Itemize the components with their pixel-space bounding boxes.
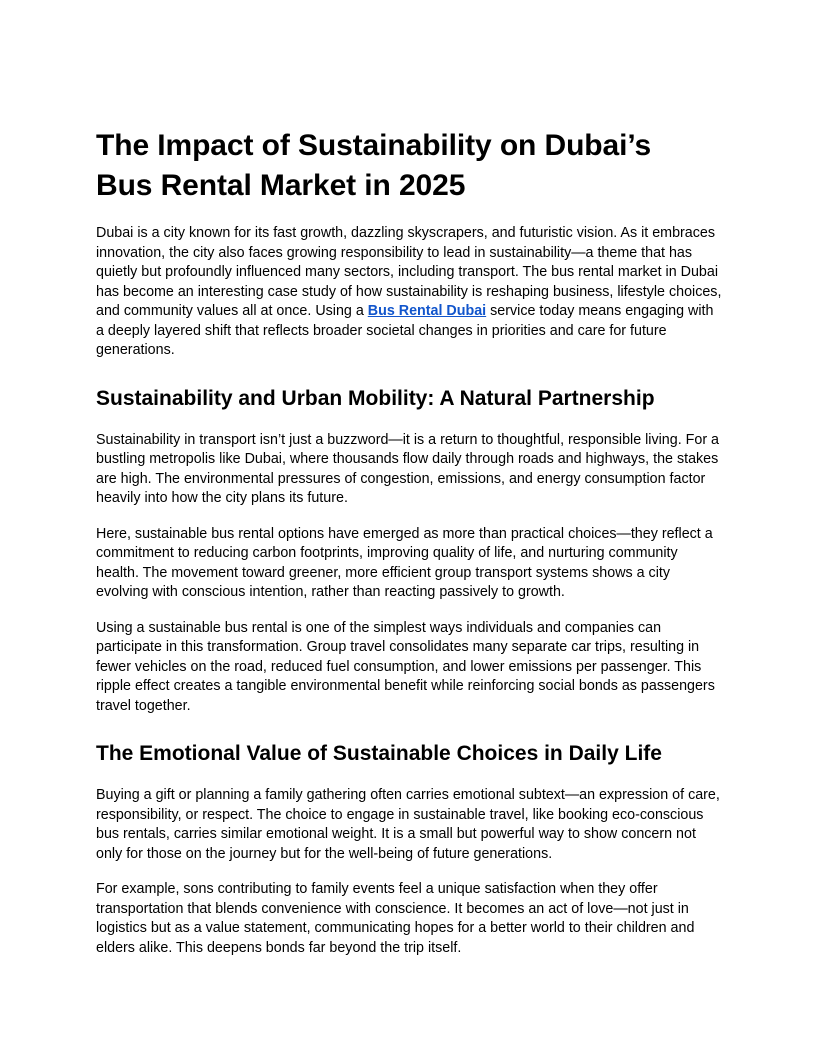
section1-paragraph-3: Using a sustainable bus rental is one of the simplest ways individuals and companies can participate in this transformation. Group travel consolidates many separate car trips, resulting in fewer vehicles on the road, reduced fuel consumption, and lower emissions per passenger. This ripple effect creates a tangible environmental benefit while reinforcing social bonds as passengers travel together. — [96, 619, 715, 714]
section1-paragraph-1: Sustainability in transport isn’t just a buzzword—it is a return to thoughtful, responsible living. For a bustling metropolis like Dubai, where thousands flow daily through roads and highways, the stakes are high. The environmental pressures of congestion, emissions, and energy consumption factor heavily into how the city plans its future. — [96, 431, 720, 506]
title-line-2: Bus Rental Market in 2025 — [96, 169, 466, 202]
section2-paragraph-1: Buying a gift or planning a family gathering often carries emotional subtext—an expression of care, responsibility, or respect. The choice to engage in sustainable travel, like booking eco-conscious bus rentals, carries similar emotional weight. It is a small but powerful way to show concern not only for those on the journey but for the well-being of future generations. — [96, 787, 720, 862]
title-line-1: The Impact of Sustainability on Dubai’s — [96, 129, 652, 162]
section2-heading: The Emotional Value of Sustainable Choices in Daily Life — [96, 742, 662, 765]
section1-paragraph-2: Here, sustainable bus rental options have emerged as more than practical choices—they reflect a commitment to reducing carbon footprints, improving quality of life, and nurturing community health. The movement toward greener, more efficient group transport systems shows a city evolving with conscious intention, rather than reacting passively to growth. — [96, 525, 713, 600]
document-title — [96, 126, 724, 206]
intro-paragraph — [96, 224, 724, 361]
intro-text-before-link: Dubai is a city known for its fast growth, dazzling skyscrapers, and futuristic vision. As it embraces innovation, the city also faces growing responsibility to lead in sustainability—a theme that has quietly but profoundly influenced many sectors, including transport. The bus rental market in Dubai has become an interesting case study of how sustainability is reshaping business, lifestyle choices, and community values all at once. Using a — [96, 225, 722, 319]
section1-heading: Sustainability and Urban Mobility: A Natural Partnership — [96, 386, 655, 410]
section2-paragraph-2: For example, sons contributing to family events feel a unique satisfaction when they offer transportation that blends convenience with conscience. It becomes an act of love—not just in logistics but as a value statement, communicating hopes for a better world to their children and elders alike. This deepens bonds far beyond the trip itself. — [96, 881, 695, 956]
document-page — [96, 126, 724, 974]
intro-text-after-link: service today means engaging with a deeply layered shift that reflects broader societal changes in priorities and care for future generations. — [96, 303, 714, 358]
bus-rental-dubai-link[interactable]: Bus Rental Dubai — [367, 303, 487, 319]
